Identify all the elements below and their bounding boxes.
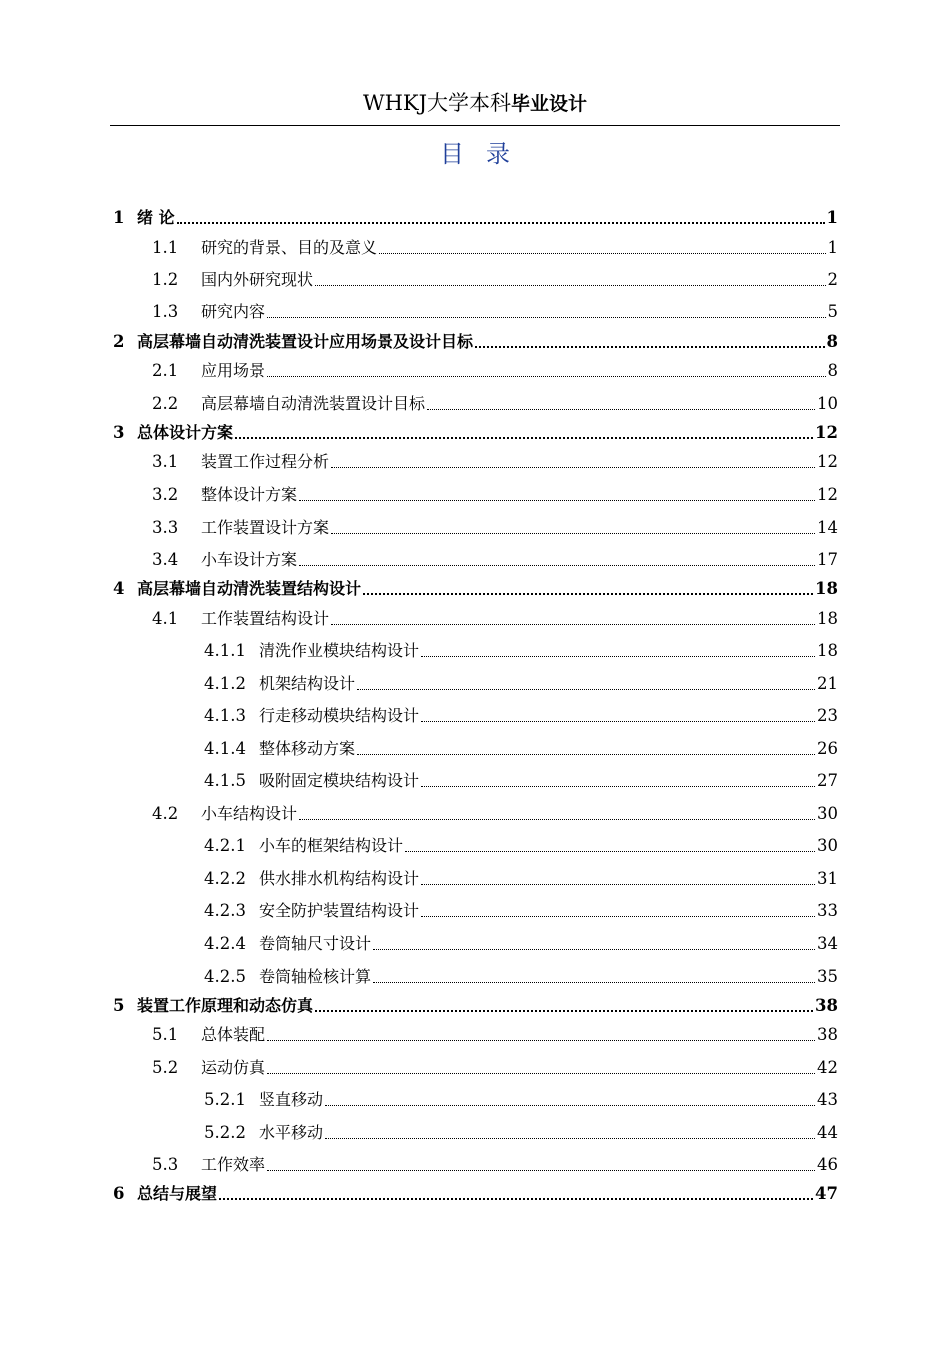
toc-dot-leader	[219, 1198, 813, 1200]
toc-entry[interactable]	[0, 1182, 950, 1206]
toc-entry-number: 4.2.2	[204, 869, 246, 888]
toc-entry-number: 4.2.4	[204, 934, 246, 953]
toc-dot-leader	[331, 467, 815, 468]
toc-entry[interactable]	[0, 802, 950, 826]
toc-entry-title: 小车的框架结构设计	[259, 836, 404, 855]
toc-entry-number: 2.1	[152, 361, 179, 380]
toc-entry-number: 3	[113, 423, 125, 442]
toc-entry-title: 高层幕墙自动清洗装置设计应用场景及设计目标	[137, 332, 474, 351]
toc-dot-leader	[325, 1105, 815, 1106]
toc-entry-title: 安全防护装置结构设计	[259, 901, 420, 920]
toc-entry-number: 1.3	[152, 302, 179, 321]
toc-entry-number: 5.2.2	[204, 1123, 246, 1142]
toc-title: 目录	[440, 140, 532, 168]
toc-entry-title: 水平移动	[259, 1123, 324, 1142]
toc-entry[interactable]	[0, 330, 950, 354]
toc-dot-leader	[405, 851, 815, 852]
toc-entry-title: 研究内容	[201, 302, 266, 321]
toc-entry[interactable]	[0, 867, 950, 891]
toc-entry[interactable]	[0, 769, 950, 793]
toc-entry-page: 43	[817, 1090, 838, 1109]
toc-entry-page: 42	[817, 1058, 838, 1077]
toc-entry-title: 总体设计方案	[137, 423, 234, 442]
toc-entry-title: 行走移动模块结构设计	[259, 706, 420, 725]
toc-dot-leader	[331, 533, 815, 534]
toc-entry-number: 2.2	[152, 394, 179, 413]
toc-dot-leader	[373, 949, 815, 950]
toc-entry-page: 12	[815, 423, 838, 442]
toc-entry[interactable]	[0, 300, 950, 324]
toc-entry-number: 4	[113, 579, 125, 598]
toc-entry-title: 装置工作过程分析	[201, 452, 330, 471]
toc-entry[interactable]	[0, 607, 950, 631]
toc-dot-leader	[235, 437, 813, 439]
toc-entry-page: 35	[817, 967, 838, 986]
toc-entry-title: 整体移动方案	[259, 739, 356, 758]
toc-entry[interactable]	[0, 450, 950, 474]
toc-dot-leader	[373, 982, 815, 983]
toc-entry[interactable]	[0, 516, 950, 540]
toc-entry[interactable]	[0, 965, 950, 989]
toc-entry-page: 12	[817, 452, 838, 471]
toc-entry[interactable]	[0, 737, 950, 761]
toc-entry-page: 31	[817, 869, 838, 888]
toc-entry-page: 23	[817, 706, 838, 725]
toc-entry-page: 2	[827, 270, 838, 289]
toc-entry-title: 运动仿真	[201, 1058, 266, 1077]
toc-dot-leader	[267, 1040, 815, 1041]
header-school: WHKJ大学本科	[362, 91, 511, 115]
toc-entry[interactable]	[0, 994, 950, 1018]
toc-entry-title: 小车设计方案	[201, 550, 298, 569]
toc-entry-page: 1	[826, 208, 838, 227]
toc-dot-leader	[331, 624, 815, 625]
toc-entry-title: 研究的背景、目的及意义	[201, 238, 378, 257]
toc-dot-leader	[363, 593, 813, 595]
toc-entry[interactable]	[0, 421, 950, 445]
header-doc-type: 毕业设计	[511, 93, 588, 115]
toc-entry-page: 46	[817, 1155, 838, 1174]
toc-entry[interactable]	[0, 1121, 950, 1145]
toc-entry[interactable]	[0, 1023, 950, 1047]
toc-entry-title: 高层幕墙自动清洗装置结构设计	[137, 579, 362, 598]
toc-entry-title: 竖直移动	[259, 1090, 324, 1109]
toc-entry[interactable]	[0, 834, 950, 858]
toc-entry-title: 供水排水机构结构设计	[259, 869, 420, 888]
toc-entry-number: 1.1	[152, 238, 179, 257]
toc-entry[interactable]	[0, 1056, 950, 1080]
toc-entry-number: 4.1.4	[204, 739, 246, 758]
toc-entry-number: 4.2.1	[204, 836, 246, 855]
toc-entry-title: 国内外研究现状	[201, 270, 314, 289]
toc-entry-page: 14	[817, 518, 838, 537]
toc-entry-number: 5.3	[152, 1155, 179, 1174]
toc-dot-leader	[357, 754, 815, 755]
toc-dot-leader	[315, 1010, 813, 1012]
toc-entry[interactable]	[0, 483, 950, 507]
toc-entry-number: 5	[113, 996, 125, 1015]
toc-entry-page: 8	[827, 361, 838, 380]
toc-entry-page: 5	[827, 302, 838, 321]
toc-dot-leader	[475, 346, 825, 348]
toc-entry-title: 绪 论	[137, 208, 175, 227]
toc-entry-page: 47	[815, 1184, 838, 1203]
toc-dot-leader	[427, 409, 815, 410]
toc-dot-leader	[421, 884, 815, 885]
toc-dot-leader	[299, 819, 815, 820]
toc-entry-title: 机架结构设计	[259, 674, 356, 693]
toc-dot-leader	[267, 376, 825, 377]
toc-dot-leader	[267, 1170, 815, 1171]
toc-entry-page: 18	[817, 641, 838, 660]
toc-entry-number: 4.2.3	[204, 901, 246, 920]
toc-entry[interactable]	[0, 1088, 950, 1112]
toc-entry-title: 高层幕墙自动清洗装置设计目标	[201, 394, 426, 413]
toc-entry-number: 4.1.1	[204, 641, 246, 660]
toc-entry-page: 8	[826, 332, 838, 351]
toc-entry-title: 总结与展望	[137, 1184, 218, 1203]
toc-entry-title: 工作装置设计方案	[201, 518, 330, 537]
toc-dot-leader	[421, 786, 815, 787]
toc-entry-title: 卷筒轴检核计算	[259, 967, 372, 986]
toc-entry-number: 4.2.5	[204, 967, 246, 986]
toc-entry[interactable]	[0, 577, 950, 601]
toc-dot-leader	[379, 253, 825, 254]
toc-entry[interactable]	[0, 236, 950, 260]
toc-entry-title: 吸附固定模块结构设计	[259, 771, 420, 790]
toc-entry[interactable]	[0, 932, 950, 956]
toc-entry-page: 30	[817, 804, 838, 823]
toc-entry[interactable]	[0, 704, 950, 728]
toc-dot-leader	[421, 656, 815, 657]
toc-entry-number: 5.2.1	[204, 1090, 246, 1109]
toc-entry-number: 1.2	[152, 270, 179, 289]
toc-dot-leader	[299, 565, 815, 566]
toc-entry[interactable]	[0, 392, 950, 416]
toc-dot-leader	[299, 500, 815, 501]
toc-entry-title: 整体设计方案	[201, 485, 298, 504]
toc-entry-page: 33	[817, 901, 838, 920]
toc-entry-page: 17	[817, 550, 838, 569]
toc-entry-page: 21	[817, 674, 838, 693]
toc-entry-title: 卷筒轴尺寸设计	[259, 934, 372, 953]
toc-entry-title: 工作效率	[201, 1155, 266, 1174]
toc-entry-number: 3.3	[152, 518, 179, 537]
toc-entry-number: 4.1.2	[204, 674, 246, 693]
toc-entry-title: 小车结构设计	[201, 804, 298, 823]
toc-dot-leader	[421, 916, 815, 917]
toc-entry-page: 26	[817, 739, 838, 758]
toc-entry[interactable]	[0, 268, 950, 292]
toc-entry-page: 38	[815, 996, 838, 1015]
toc-entry-number: 6	[113, 1184, 125, 1203]
toc-entry-number: 4.1.5	[204, 771, 246, 790]
toc-entry-page: 1	[827, 238, 838, 257]
toc-entry[interactable]	[0, 206, 950, 230]
toc-entry[interactable]	[0, 672, 950, 696]
toc-entry-number: 3.4	[152, 550, 179, 569]
toc-dot-leader	[177, 222, 825, 224]
toc-dot-leader	[315, 285, 825, 286]
toc-entry-page: 12	[817, 485, 838, 504]
toc-entry[interactable]	[0, 359, 950, 383]
toc-entry-number: 2	[113, 332, 125, 351]
toc-entry-page: 34	[817, 934, 838, 953]
toc-entry-page: 44	[817, 1123, 838, 1142]
toc-entry-number: 3.1	[152, 452, 179, 471]
toc-dot-leader	[357, 689, 815, 690]
toc-entry-title: 工作装置结构设计	[201, 609, 330, 628]
toc-entry-page: 10	[817, 394, 838, 413]
toc-entry-number: 4.1.3	[204, 706, 246, 725]
toc-entry-number: 1	[113, 208, 125, 227]
toc-entry-page: 27	[817, 771, 838, 790]
toc-entry-number: 4.2	[152, 804, 179, 823]
toc-entry-title: 总体装配	[201, 1025, 266, 1044]
toc-entry-number: 5.2	[152, 1058, 179, 1077]
toc-dot-leader	[267, 317, 825, 318]
toc-entry[interactable]	[0, 548, 950, 572]
toc-entry-title: 清洗作业模块结构设计	[259, 641, 420, 660]
toc-entry-number: 4.1	[152, 609, 179, 628]
toc-entry-page: 18	[815, 579, 838, 598]
toc-entry-number: 3.2	[152, 485, 179, 504]
toc-entry-page: 38	[817, 1025, 838, 1044]
toc-dot-leader	[267, 1073, 815, 1074]
toc-dot-leader	[421, 721, 815, 722]
toc-entry-number: 5.1	[152, 1025, 179, 1044]
toc-entry-title: 装置工作原理和动态仿真	[137, 996, 314, 1015]
toc-dot-leader	[325, 1138, 815, 1139]
toc-entry-title: 应用场景	[201, 361, 266, 380]
toc-entry-page: 18	[817, 609, 838, 628]
toc-entry[interactable]	[0, 639, 950, 663]
toc-entry-page: 30	[817, 836, 838, 855]
toc-entry[interactable]	[0, 899, 950, 923]
toc-entry[interactable]	[0, 1153, 950, 1177]
